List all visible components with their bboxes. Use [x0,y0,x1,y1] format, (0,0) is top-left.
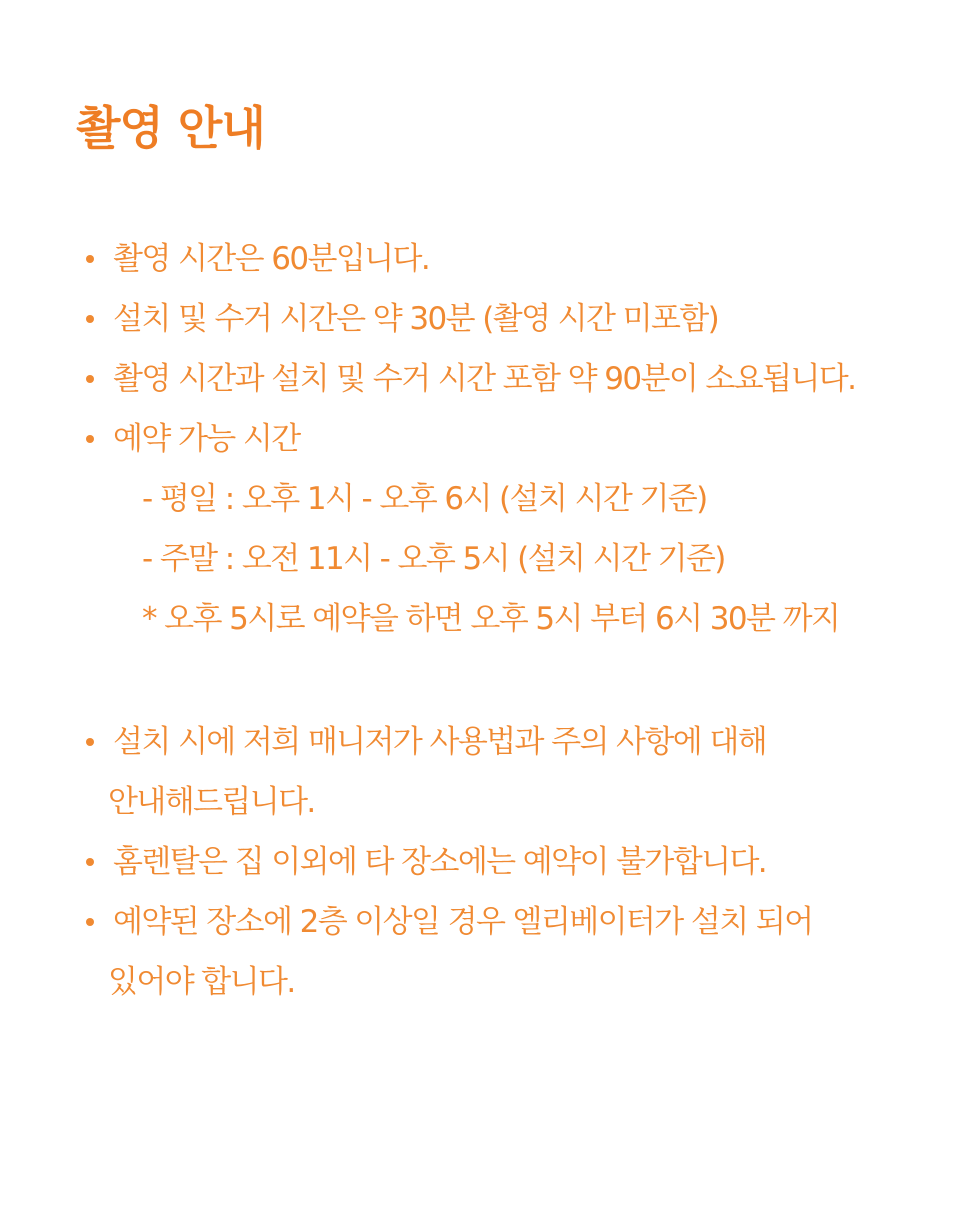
notice-elevator-cont: 있어야 합니다. [108,964,295,1000]
info-item-reservation-hours: 예약 가능 시간 [113,421,300,457]
schedule-weekday: - 평일 : 오후 1시 - 오후 6시 (설치 시간 기준) [142,481,707,517]
bullet-dot [86,918,94,926]
notice-home-only: 홈렌탈은 집 이외에 타 장소에는 예약이 불가합니다. [113,844,767,880]
bullet-dot [86,255,94,263]
bullet-dot [86,738,94,746]
bullet-dot [86,375,94,383]
notice-manager-guidance: 설치 시에 저희 매니저가 사용법과 주의 사항에 대해 [113,724,767,760]
bullet-dot [86,435,94,443]
page-title: 촬영 안내 [76,101,265,155]
bullet-dot [86,858,94,866]
info-item-setup-time: 설치 및 수거 시간은 약 30분 (촬영 시간 미포함) [113,301,719,337]
info-item-total-time: 촬영 시간과 설치 및 수거 시간 포함 약 90분이 소요됩니다. [113,361,856,397]
info-item-duration: 촬영 시간은 60분입니다. [113,241,430,277]
bullet-dot [86,315,94,323]
notice-manager-guidance-cont: 안내해드립니다. [108,784,315,820]
schedule-weekend: - 주말 : 오전 11시 - 오후 5시 (설치 시간 기준) [142,541,725,577]
notice-elevator: 예약된 장소에 2층 이상일 경우 엘리베이터가 설치 되어 [113,904,813,940]
schedule-note: * 오후 5시로 예약을 하면 오후 5시 부터 6시 30분 까지 [142,601,840,637]
